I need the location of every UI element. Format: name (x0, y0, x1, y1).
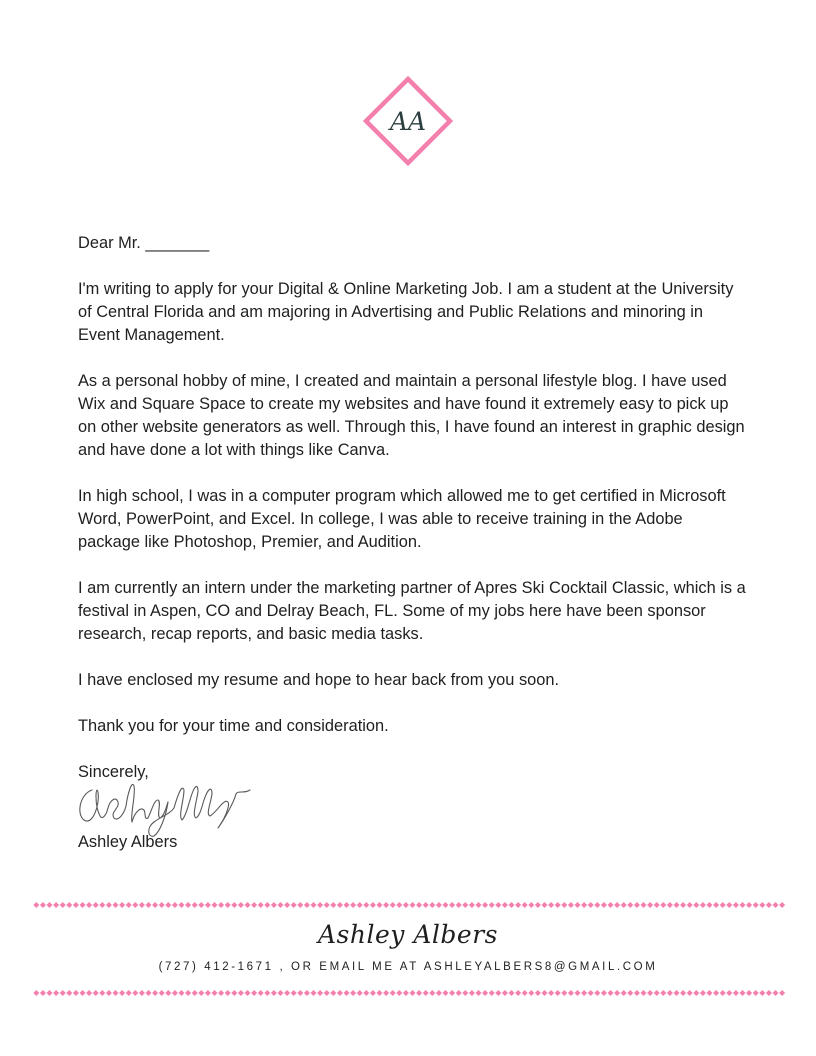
salutation: Dear Mr. _______ (78, 234, 210, 252)
paragraph-internship: I am currently an intern under the marketing partner of Apres Ski Cocktail Classic, which is a festival in Aspen, CO and Delray Beach, FL. Some of my jobs here have been sponsor research, recap reports, and basic media tasks. (78, 579, 746, 643)
paragraph-hobby: As a personal hobby of mine, I created and maintain a personal lifestyle blog. I have used Wix and Square Space to create my websites and have found it extremely easy to pick up on other website generators as well. Through this, I have found an interest in graphic design and have done a lot with things like Canva. (78, 372, 745, 459)
paragraph-education: In high school, I was in a computer program which allowed me to get certified in Microsoft Word, PowerPoint, and Excel. In college, I was able to receive training in the Adobe package like Photoshop, Premier, and Audition. (78, 487, 726, 551)
paragraph-enclosed: I have enclosed my resume and hope to hear back from you soon. (78, 671, 560, 689)
closing: Sincerely, (78, 763, 149, 781)
paragraph-thanks: Thank you for your time and consideration. (78, 717, 389, 735)
footer-contact: (727) 412-1671 , OR EMAIL ME AT ASHLEYALBERS8@GMAIL.COM (158, 961, 658, 973)
signer-name: Ashley Albers (78, 833, 178, 851)
paragraph-intro: I'm writing to apply for your Digital & Online Marketing Job. I am a student at the University of Central Florida and am majoring in Advertising and Public Relations and minoring in Event Management. (78, 280, 734, 344)
footer-divider-bottom (33, 988, 785, 998)
monogram-logo (363, 76, 453, 166)
handwritten-signature (74, 770, 260, 840)
letter-body (78, 232, 748, 784)
footer-divider-top (33, 900, 785, 910)
monogram-diamond-icon (363, 76, 453, 166)
monogram-initials: AA (389, 107, 427, 136)
footer-name: Ashley Albers (318, 920, 498, 949)
